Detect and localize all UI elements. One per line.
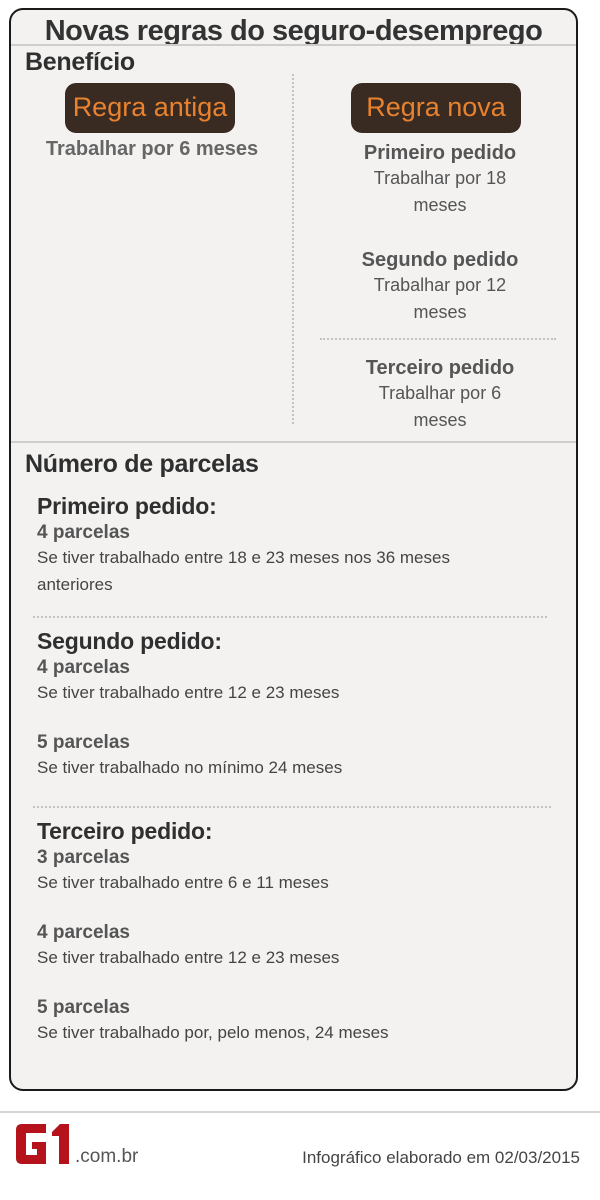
nova-item-line: Trabalhar por 6 [378, 383, 502, 403]
nova-item-line: Trabalhar por 12 [373, 275, 507, 295]
section-divider [11, 441, 576, 443]
nova-item-primeiro [295, 142, 578, 219]
pedido-divider [33, 616, 547, 618]
nova-item-line: meses [413, 195, 467, 215]
title-divider [11, 44, 576, 46]
pedido-title: Terceiro pedido: [37, 818, 213, 844]
parcelas-segundo [37, 628, 557, 781]
regra-antiga-pill: Regra antiga [65, 83, 235, 133]
parcelas-desc: Se tiver trabalhado no mínimo 24 meses [37, 758, 343, 777]
parcelas-primeiro [37, 493, 557, 598]
nova-item-line: meses [413, 410, 467, 430]
parcelas-desc: Se tiver trabalhado por, pelo menos, 24 meses [37, 1023, 389, 1042]
parcelas-desc: anteriores [37, 575, 113, 594]
g1-logo-icon [12, 1122, 74, 1166]
nova-item-line: meses [413, 302, 467, 322]
regra-nova-pill: Regra nova [351, 83, 521, 133]
nova-item-title: Terceiro pedido [365, 357, 515, 379]
footer-divider [0, 1111, 600, 1113]
infographic-card [9, 8, 578, 1091]
nova-item-title: Segundo pedido [361, 249, 519, 271]
parcelas-desc: Se tiver trabalhado entre 18 e 23 meses nos 36 meses [37, 548, 450, 567]
parcelas-terceiro [37, 818, 557, 1046]
pedido-divider [33, 806, 551, 808]
nova-divider [320, 338, 556, 340]
parcelas-qty: 4 parcelas [37, 522, 130, 543]
column-divider [292, 74, 294, 424]
parcelas-qty: 4 parcelas [37, 657, 130, 678]
parcelas-desc: Se tiver trabalhado entre 12 e 23 meses [37, 683, 340, 702]
nova-item-line: Trabalhar por 18 [373, 168, 507, 188]
nova-item-segundo [295, 249, 578, 326]
parcelas-qty: 5 parcelas [37, 732, 130, 753]
beneficio-heading: Benefício [25, 48, 135, 76]
parcelas-desc: Se tiver trabalhado entre 12 e 23 meses [37, 948, 340, 967]
infographic-title: Novas regras do seguro-desemprego [44, 15, 543, 47]
regra-antiga-text: Trabalhar por 6 meses [45, 138, 259, 160]
parcelas-desc: Se tiver trabalhado entre 6 e 11 meses [37, 873, 329, 892]
parcelas-qty: 3 parcelas [37, 847, 130, 868]
parcelas-qty: 5 parcelas [37, 997, 130, 1018]
footer-credit: Infográfico elaborado em 02/03/2015 [302, 1148, 580, 1167]
nova-item-title: Primeiro pedido [363, 142, 517, 164]
parcelas-heading: Número de parcelas [25, 450, 259, 478]
parcelas-qty: 4 parcelas [37, 922, 130, 943]
pedido-title: Primeiro pedido: [37, 493, 217, 519]
pedido-title: Segundo pedido: [37, 628, 222, 654]
logo-domain: .com.br [75, 1146, 139, 1167]
nova-item-terceiro [295, 357, 578, 434]
